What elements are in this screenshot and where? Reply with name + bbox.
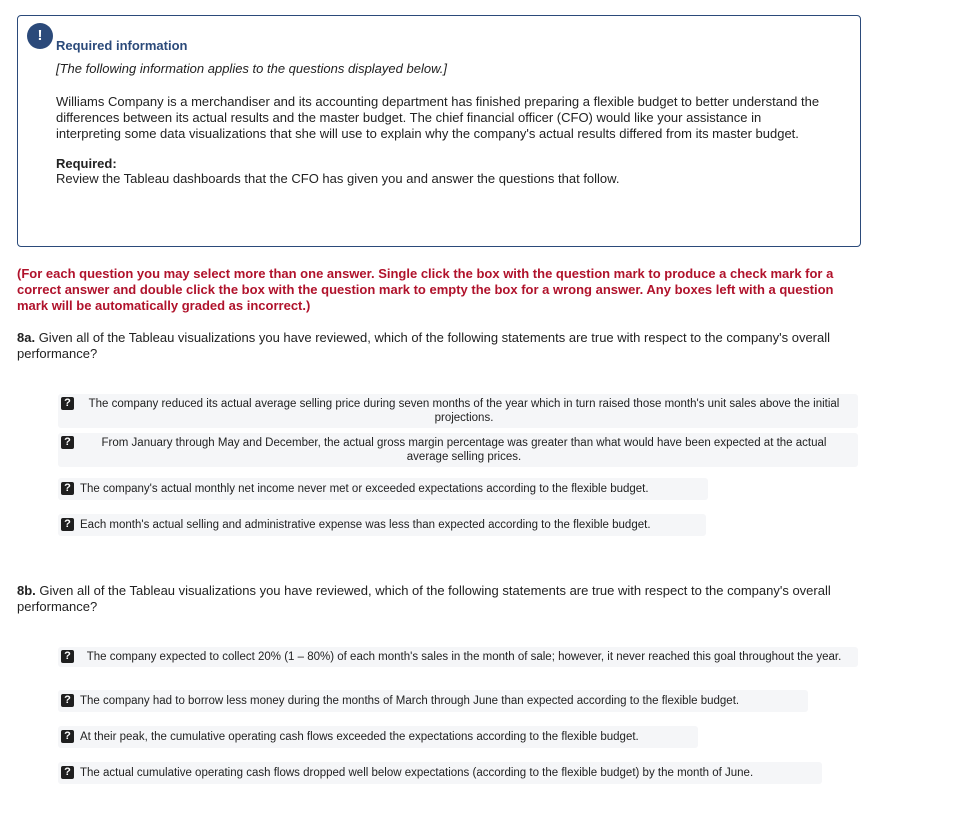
option-8b-4 <box>58 762 822 784</box>
option-8b-4-label: The actual cumulative operating cash flows dropped well below expectations (according to the flexible budget) by the month of June. <box>80 767 754 779</box>
grading-instructions: (For each question you may select more than one answer. Single click the box with the question mark to produce a check mark for a correct answer and double click the box with the question mark to empty the box for a wrong answer. Any boxes left with a question mark will be automatically graded as incorrect.) <box>17 266 834 313</box>
question-mark-checkbox-8a-2[interactable]: ? <box>61 436 74 449</box>
scenario-paragraph: Williams Company is a merchandiser and its accounting department has finished preparing a flexible budget to better understand the differences between its actual results and the master budget. The chief financial officer (CFO) would like your assistance in interpreting some data visualizations that she will use to explain why the company's actual results differed from its master budget. <box>56 94 820 141</box>
option-8a-2-label: From January through May and December, the actual gross margin percentage was greater than what would have been expected at the actual average selling prices. <box>101 437 827 463</box>
option-8b-1 <box>58 647 858 667</box>
required-text: Review the Tableau dashboards that the CFO has given you and answer the questions that follow. <box>56 171 620 186</box>
required-information-content <box>56 38 826 186</box>
alert-icon: ! <box>27 23 53 49</box>
required-information-heading: Required information <box>56 38 188 53</box>
question-8a <box>17 330 867 362</box>
option-8b-1-label: The company expected to collect 20% (1 – 80%) of each month's sales in the month of sale; however, it never reached this goal throughout the year. <box>86 651 842 663</box>
option-8b-2 <box>58 690 808 712</box>
question-8b-text: Given all of the Tableau visualizations you have reviewed, which of the following statements are true with respect to the company's overall performance? <box>17 583 831 614</box>
question-mark-checkbox-8a-1[interactable]: ? <box>61 397 74 410</box>
option-8a-4 <box>58 514 706 536</box>
required-label: Required: <box>56 156 117 171</box>
information-note: [The following information applies to the questions displayed below.] <box>56 61 447 76</box>
option-8a-3-label: The company's actual monthly net income never met or exceeded expectations according to the flexible budget. <box>80 483 649 495</box>
option-8a-3 <box>58 478 708 500</box>
question-8b-number: 8b. <box>17 583 36 598</box>
option-8a-2 <box>58 433 858 467</box>
question-mark-checkbox-8b-2[interactable]: ? <box>61 694 74 707</box>
question-mark-checkbox-8b-1[interactable]: ? <box>61 650 74 663</box>
option-8a-1 <box>58 394 858 428</box>
required-information-panel <box>17 15 861 247</box>
question-mark-checkbox-8b-4[interactable]: ? <box>61 766 74 779</box>
question-mark-checkbox-8a-3[interactable]: ? <box>61 482 74 495</box>
question-8a-text: Given all of the Tableau visualizations you have reviewed, which of the following statements are true with respect to the company's overall performance? <box>17 330 831 361</box>
question-mark-checkbox-8a-4[interactable]: ? <box>61 518 74 531</box>
question-8b <box>17 583 867 615</box>
option-8b-2-label: The company had to borrow less money during the months of March through June than expected according to the flexible budget. <box>80 695 740 707</box>
option-8b-3 <box>58 726 698 748</box>
question-mark-checkbox-8b-3[interactable]: ? <box>61 730 74 743</box>
option-8a-1-label: The company reduced its actual average selling price during seven months of the year which in turn raised those month's unit sales above the initial projections. <box>88 398 840 424</box>
question-8a-number: 8a. <box>17 330 36 345</box>
option-8b-3-label: At their peak, the cumulative operating cash flows exceeded the expectations according to the flexible budget. <box>80 731 639 743</box>
option-8a-4-label: Each month's actual selling and administrative expense was less than expected according to the flexible budget. <box>80 519 651 531</box>
